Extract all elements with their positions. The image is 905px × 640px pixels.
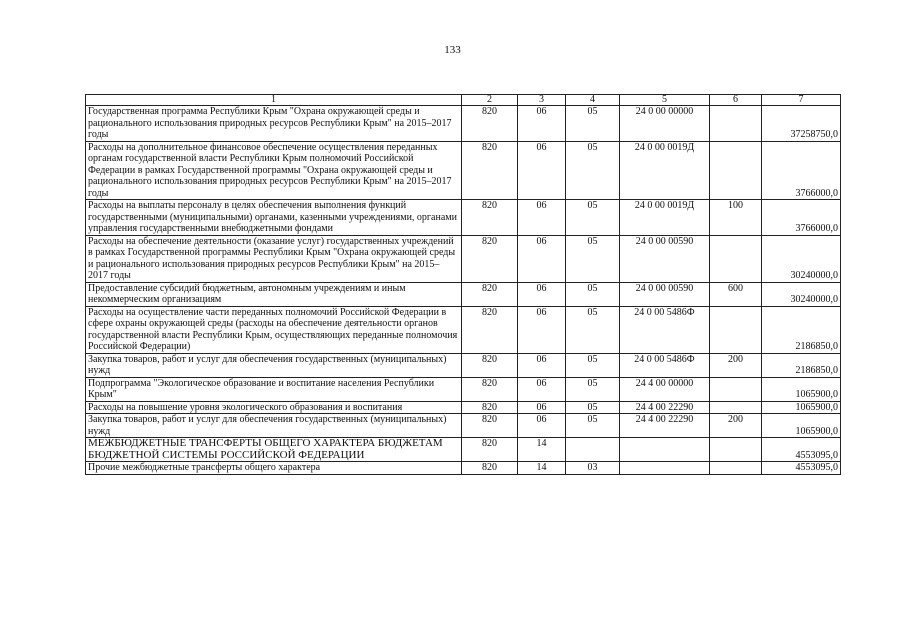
column-header: 7 [762,95,841,106]
row-code-expense-type: 200 [710,353,762,377]
row-code-target: 24 0 00 00000 [620,106,710,142]
row-amount: 3766000,0 [762,200,841,236]
row-code-target: 24 4 00 00000 [620,377,710,401]
table-row [86,200,841,236]
row-code-expense-type [710,438,762,462]
row-name: Расходы на дополнительное финансовое обеспечение осуществления переданных органам государственной власти Республики Крым полномочий Российской Федерации в рамках Государственной программы "Охрана окружающей среды и рационального использования природных ресурсов Республики Крым" на 2015–2017 годы [86,141,462,200]
column-header: 2 [462,95,518,106]
row-code-section: 06 [518,401,566,414]
row-code-ministry: 820 [462,438,518,462]
row-code-section: 14 [518,438,566,462]
row-amount: 4553095,0 [762,462,841,475]
row-amount: 2186850,0 [762,353,841,377]
row-name: Закупка товаров, работ и услуг для обеспечения государственных (муниципальных) нужд [86,353,462,377]
column-header: 4 [566,95,620,106]
table-row [86,235,841,282]
row-amount: 37258750,0 [762,106,841,142]
row-code-section: 06 [518,353,566,377]
row-amount: 4553095,0 [762,438,841,462]
row-name: Закупка товаров, работ и услуг для обеспечения государственных (муниципальных) нужд [86,414,462,438]
row-code-target [620,438,710,462]
row-code-ministry: 820 [462,401,518,414]
row-code-subsection [566,438,620,462]
row-code-expense-type [710,235,762,282]
row-name: Предоставление субсидий бюджетным, автономным учреждениям и иным некоммерческим организациям [86,282,462,306]
row-code-target [620,462,710,475]
row-code-ministry: 820 [462,200,518,236]
row-code-target: 24 0 00 5486Ф [620,306,710,353]
row-name: Расходы на выплаты персоналу в целях обеспечения выполнения функций государственными (муниципальными) органами, казенными учреждениями, органами управления государственными внебюджетными фондами [86,200,462,236]
row-code-section: 14 [518,462,566,475]
row-name: Прочие межбюджетные трансферты общего характера [86,462,462,475]
row-code-expense-type: 100 [710,200,762,236]
row-code-section: 06 [518,414,566,438]
row-amount: 2186850,0 [762,306,841,353]
row-code-subsection: 05 [566,306,620,353]
budget-table [85,94,841,475]
row-code-subsection: 03 [566,462,620,475]
row-code-ministry: 820 [462,414,518,438]
row-code-section: 06 [518,106,566,142]
row-code-target: 24 0 00 00590 [620,282,710,306]
row-code-section: 06 [518,200,566,236]
row-code-ministry: 820 [462,282,518,306]
column-header: 3 [518,95,566,106]
row-name: Расходы на обеспечение деятельности (оказание услуг) государственных учреждений в рамках Государственной программы Республики Крым "Охрана окружающей среды и рационального использования природных ресурсов Республики Крым" на 2015–2017 годы [86,235,462,282]
column-header: 1 [86,95,462,106]
table-row [86,306,841,353]
table-row [86,438,841,462]
table-row [86,141,841,200]
row-amount: 30240000,0 [762,235,841,282]
row-code-expense-type [710,306,762,353]
row-code-ministry: 820 [462,462,518,475]
row-code-section: 06 [518,235,566,282]
table-row [86,353,841,377]
row-code-subsection: 05 [566,235,620,282]
row-name: МЕЖБЮДЖЕТНЫЕ ТРАНСФЕРТЫ ОБЩЕГО ХАРАКТЕРА БЮДЖЕТАМ БЮДЖЕТНОЙ СИСТЕМЫ РОССИЙСКОЙ ФЕДЕРАЦИИ [86,438,462,462]
row-code-subsection: 05 [566,282,620,306]
row-code-ministry: 820 [462,141,518,200]
row-code-section: 06 [518,282,566,306]
row-code-expense-type: 600 [710,282,762,306]
row-code-section: 06 [518,377,566,401]
row-name: Расходы на осуществление части переданных полномочий Российской Федерации в сфере охраны окружающей среды (расходы на обеспечение деятельности органов государственной власти Республики Крым, осуществляющих переданные полномочия Российской Федерации) [86,306,462,353]
row-code-target: 24 0 00 0019Д [620,200,710,236]
row-code-target: 24 0 00 00590 [620,235,710,282]
row-code-subsection: 05 [566,106,620,142]
row-code-target: 24 4 00 22290 [620,414,710,438]
row-code-subsection: 05 [566,401,620,414]
row-code-expense-type [710,106,762,142]
table-row [86,106,841,142]
row-code-target: 24 0 00 0019Д [620,141,710,200]
row-name: Подпрограмма "Экологическое образование и воспитание населения Республики Крым" [86,377,462,401]
row-code-expense-type [710,377,762,401]
page-number: 133 [444,44,461,56]
table-row [86,282,841,306]
row-code-expense-type [710,401,762,414]
row-code-section: 06 [518,141,566,200]
row-code-ministry: 820 [462,353,518,377]
row-code-expense-type [710,462,762,475]
row-code-ministry: 820 [462,377,518,401]
row-code-target: 24 4 00 22290 [620,401,710,414]
row-code-subsection: 05 [566,414,620,438]
table-header-row [86,95,841,106]
row-code-subsection: 05 [566,200,620,236]
row-code-expense-type [710,141,762,200]
row-amount: 3766000,0 [762,141,841,200]
row-code-subsection: 05 [566,141,620,200]
table-row [86,414,841,438]
row-code-section: 06 [518,306,566,353]
column-header: 6 [710,95,762,106]
row-amount: 1065900,0 [762,401,841,414]
row-code-target: 24 0 00 5486Ф [620,353,710,377]
table-row [86,377,841,401]
row-code-expense-type: 200 [710,414,762,438]
table-row [86,401,841,414]
row-code-subsection: 05 [566,377,620,401]
row-code-ministry: 820 [462,235,518,282]
row-name: Государственная программа Республики Крым "Охрана окружающей среды и рационального использования природных ресурсов Республики Крым" на 2015–2017 годы [86,106,462,142]
column-header: 5 [620,95,710,106]
row-code-subsection: 05 [566,353,620,377]
row-amount: 1065900,0 [762,414,841,438]
row-name: Расходы на повышение уровня экологического образования и воспитания [86,401,462,414]
row-code-ministry: 820 [462,106,518,142]
table-row [86,462,841,475]
row-amount: 30240000,0 [762,282,841,306]
row-code-ministry: 820 [462,306,518,353]
row-amount: 1065900,0 [762,377,841,401]
